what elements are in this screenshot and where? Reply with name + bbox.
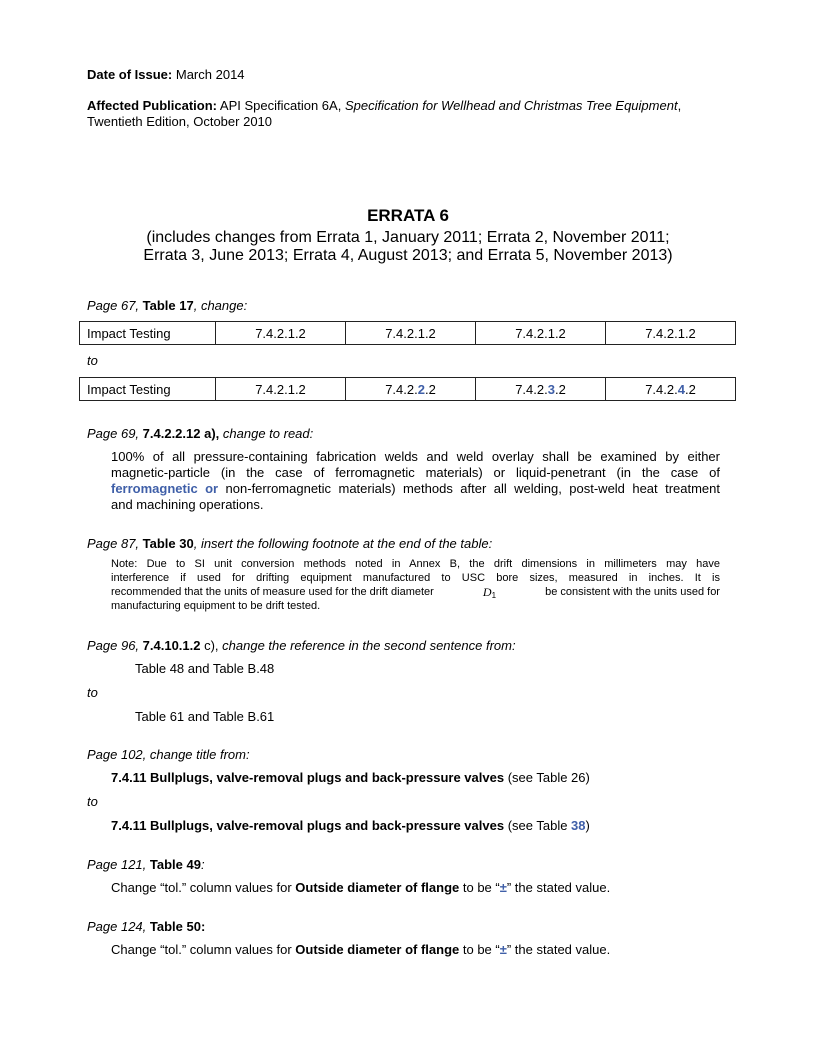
table-cell <box>606 378 736 401</box>
body-text: non-ferromagnetic materials) methods after all welding, post-weld heat treatment <box>218 481 720 496</box>
section-heading: Page 102, change title from: <box>87 747 250 762</box>
page-ref: Page 124, <box>87 919 150 934</box>
plus-minus-symbol: ± <box>499 942 507 957</box>
table-cell <box>346 378 476 401</box>
change-line <box>111 942 610 958</box>
pub-edition: Twentieth Edition, October 2010 <box>87 114 273 129</box>
new-title <box>111 818 590 834</box>
body-line: 100% of all pressure-containing fabrication welds and weld overlay shall be examined by either <box>111 449 720 464</box>
page-ref: Page 69, <box>87 426 143 441</box>
changed-table-number: 38 <box>571 818 586 833</box>
page-ref: Page 87, <box>87 536 143 551</box>
plus-minus-symbol: ± <box>499 880 507 895</box>
note-text: recommended that the units of measure used for the drift diameter <box>111 586 434 598</box>
clause-ref: 7.4.2.2.12 a), <box>142 426 220 441</box>
instruction: change to read: <box>219 426 314 441</box>
clause-title: 7.4.11 Bullplugs, valve-removal plugs and back-pressure valves <box>111 770 505 785</box>
colon: : <box>200 857 205 872</box>
pub-title: Specification for Wellhead and Christmas Tree Equipment <box>344 98 678 113</box>
changed-digit: 4 <box>677 381 685 397</box>
instruction: , change: <box>193 298 248 313</box>
to-label: to <box>87 685 98 700</box>
change-line <box>111 880 610 896</box>
note-line: interference if used for drifting equipment manufactured to USC bore sizes, measured in inches. It is <box>111 572 720 584</box>
cell-text: .2 <box>684 381 696 397</box>
table-cell: 7.4.2.1.2 <box>216 322 346 345</box>
inserted-text: ferromagnetic or <box>111 481 219 496</box>
cell-text: 7.4.2. <box>515 381 548 397</box>
section-heading <box>87 426 313 442</box>
title-ref: (see Table 26) <box>504 770 590 785</box>
table-ref: Table 50: <box>149 919 206 934</box>
section-heading <box>87 638 516 654</box>
cell-text: 7.4.2. <box>645 381 678 397</box>
table-cell: 7.4.2.1.2 <box>346 322 476 345</box>
subscript: 1 <box>491 591 497 600</box>
column-name: Outside diameter of flange <box>295 942 460 957</box>
body-line: magnetic-particle (in the case of ferromagnetic materials) or liquid-penetrant (in the case of <box>111 465 720 480</box>
clause-title: 7.4.11 Bullplugs, valve-removal plugs and back-pressure valves <box>111 818 505 833</box>
table-cell <box>216 378 346 401</box>
row-label: Impact Testing <box>80 322 216 345</box>
new-values-table <box>79 377 736 401</box>
body-line: and machining operations. <box>111 497 264 512</box>
pub-label: Affected Publication: <box>87 98 218 113</box>
date-value: March 2014 <box>175 67 245 82</box>
body-text: Change “tol.” column values for <box>111 880 296 895</box>
instruction: change the reference in the second sentence from: <box>222 638 516 653</box>
new-reference: Table 61 and Table B.61 <box>135 709 275 724</box>
cell-text: 7.4.2. <box>385 381 418 397</box>
section-heading <box>87 857 205 873</box>
body-text: to be “ <box>459 880 500 895</box>
body-text: to be “ <box>459 942 500 957</box>
table-ref: Table 30 <box>142 536 194 551</box>
row-label: Impact Testing <box>80 378 216 401</box>
old-title <box>111 770 590 786</box>
body-text: ” the stated value. <box>506 942 611 957</box>
body-line <box>111 481 720 497</box>
table-row <box>80 378 736 401</box>
page-ref: Page 96, <box>87 638 143 653</box>
table-ref: Table 49 <box>149 857 201 872</box>
body-text: Change “tol.” column values for <box>111 942 296 957</box>
errata-title: ERRATA 6 <box>367 206 449 225</box>
date-label: Date of Issue: <box>87 67 173 82</box>
to-label: to <box>87 794 98 809</box>
affected-publication <box>87 98 681 114</box>
body-text: ” the stated value. <box>506 880 611 895</box>
title-ref: ) <box>585 818 590 833</box>
changed-digit: 2 <box>417 381 425 397</box>
section-heading <box>87 298 247 314</box>
table-cell: 7.4.2.1.2 <box>476 322 606 345</box>
drift-diameter-symbol <box>483 586 496 602</box>
pub-prefix: API Specification 6A, <box>219 98 345 113</box>
note-line: Note: Due to SI unit conversion methods noted in Annex B, the drift dimensions in millimeters may have <box>111 558 720 570</box>
clause-ref: 7.4.10.1.2 <box>142 638 201 653</box>
section-heading <box>87 536 492 552</box>
cell-text: .2 <box>424 381 436 397</box>
page-ref: Page 67, <box>87 298 143 313</box>
cell-text: 7.4.2.1.2 <box>255 381 306 397</box>
old-values-table <box>79 321 736 345</box>
title-ref: (see Table <box>504 818 572 833</box>
date-of-issue <box>87 67 245 83</box>
instruction: , insert the following footnote at the end of the table: <box>193 536 493 551</box>
errata-subtitle-2: Errata 3, June 2013; Errata 4, August 2013; and Errata 5, November 2013) <box>143 247 673 264</box>
table-ref: Table 17 <box>142 298 194 313</box>
errata-subtitle-1: (includes changes from Errata 1, January 2011; Errata 2, November 2011; <box>146 229 670 246</box>
table-cell: 7.4.2.1.2 <box>606 322 736 345</box>
pub-suffix: , <box>677 98 682 113</box>
variable: D <box>482 585 492 599</box>
to-label: to <box>87 353 98 368</box>
page-ref: Page 121, <box>87 857 150 872</box>
old-reference: Table 48 and Table B.48 <box>135 661 275 676</box>
note-line: manufacturing equipment to be drift tested. <box>111 600 321 612</box>
table-row <box>80 322 736 345</box>
section-heading <box>87 919 205 935</box>
changed-digit: 3 <box>547 381 555 397</box>
clause-item: c), <box>200 638 223 653</box>
table-cell <box>476 378 606 401</box>
note-text: be consistent with the units used for <box>545 586 720 598</box>
cell-text: .2 <box>554 381 566 397</box>
column-name: Outside diameter of flange <box>295 880 460 895</box>
